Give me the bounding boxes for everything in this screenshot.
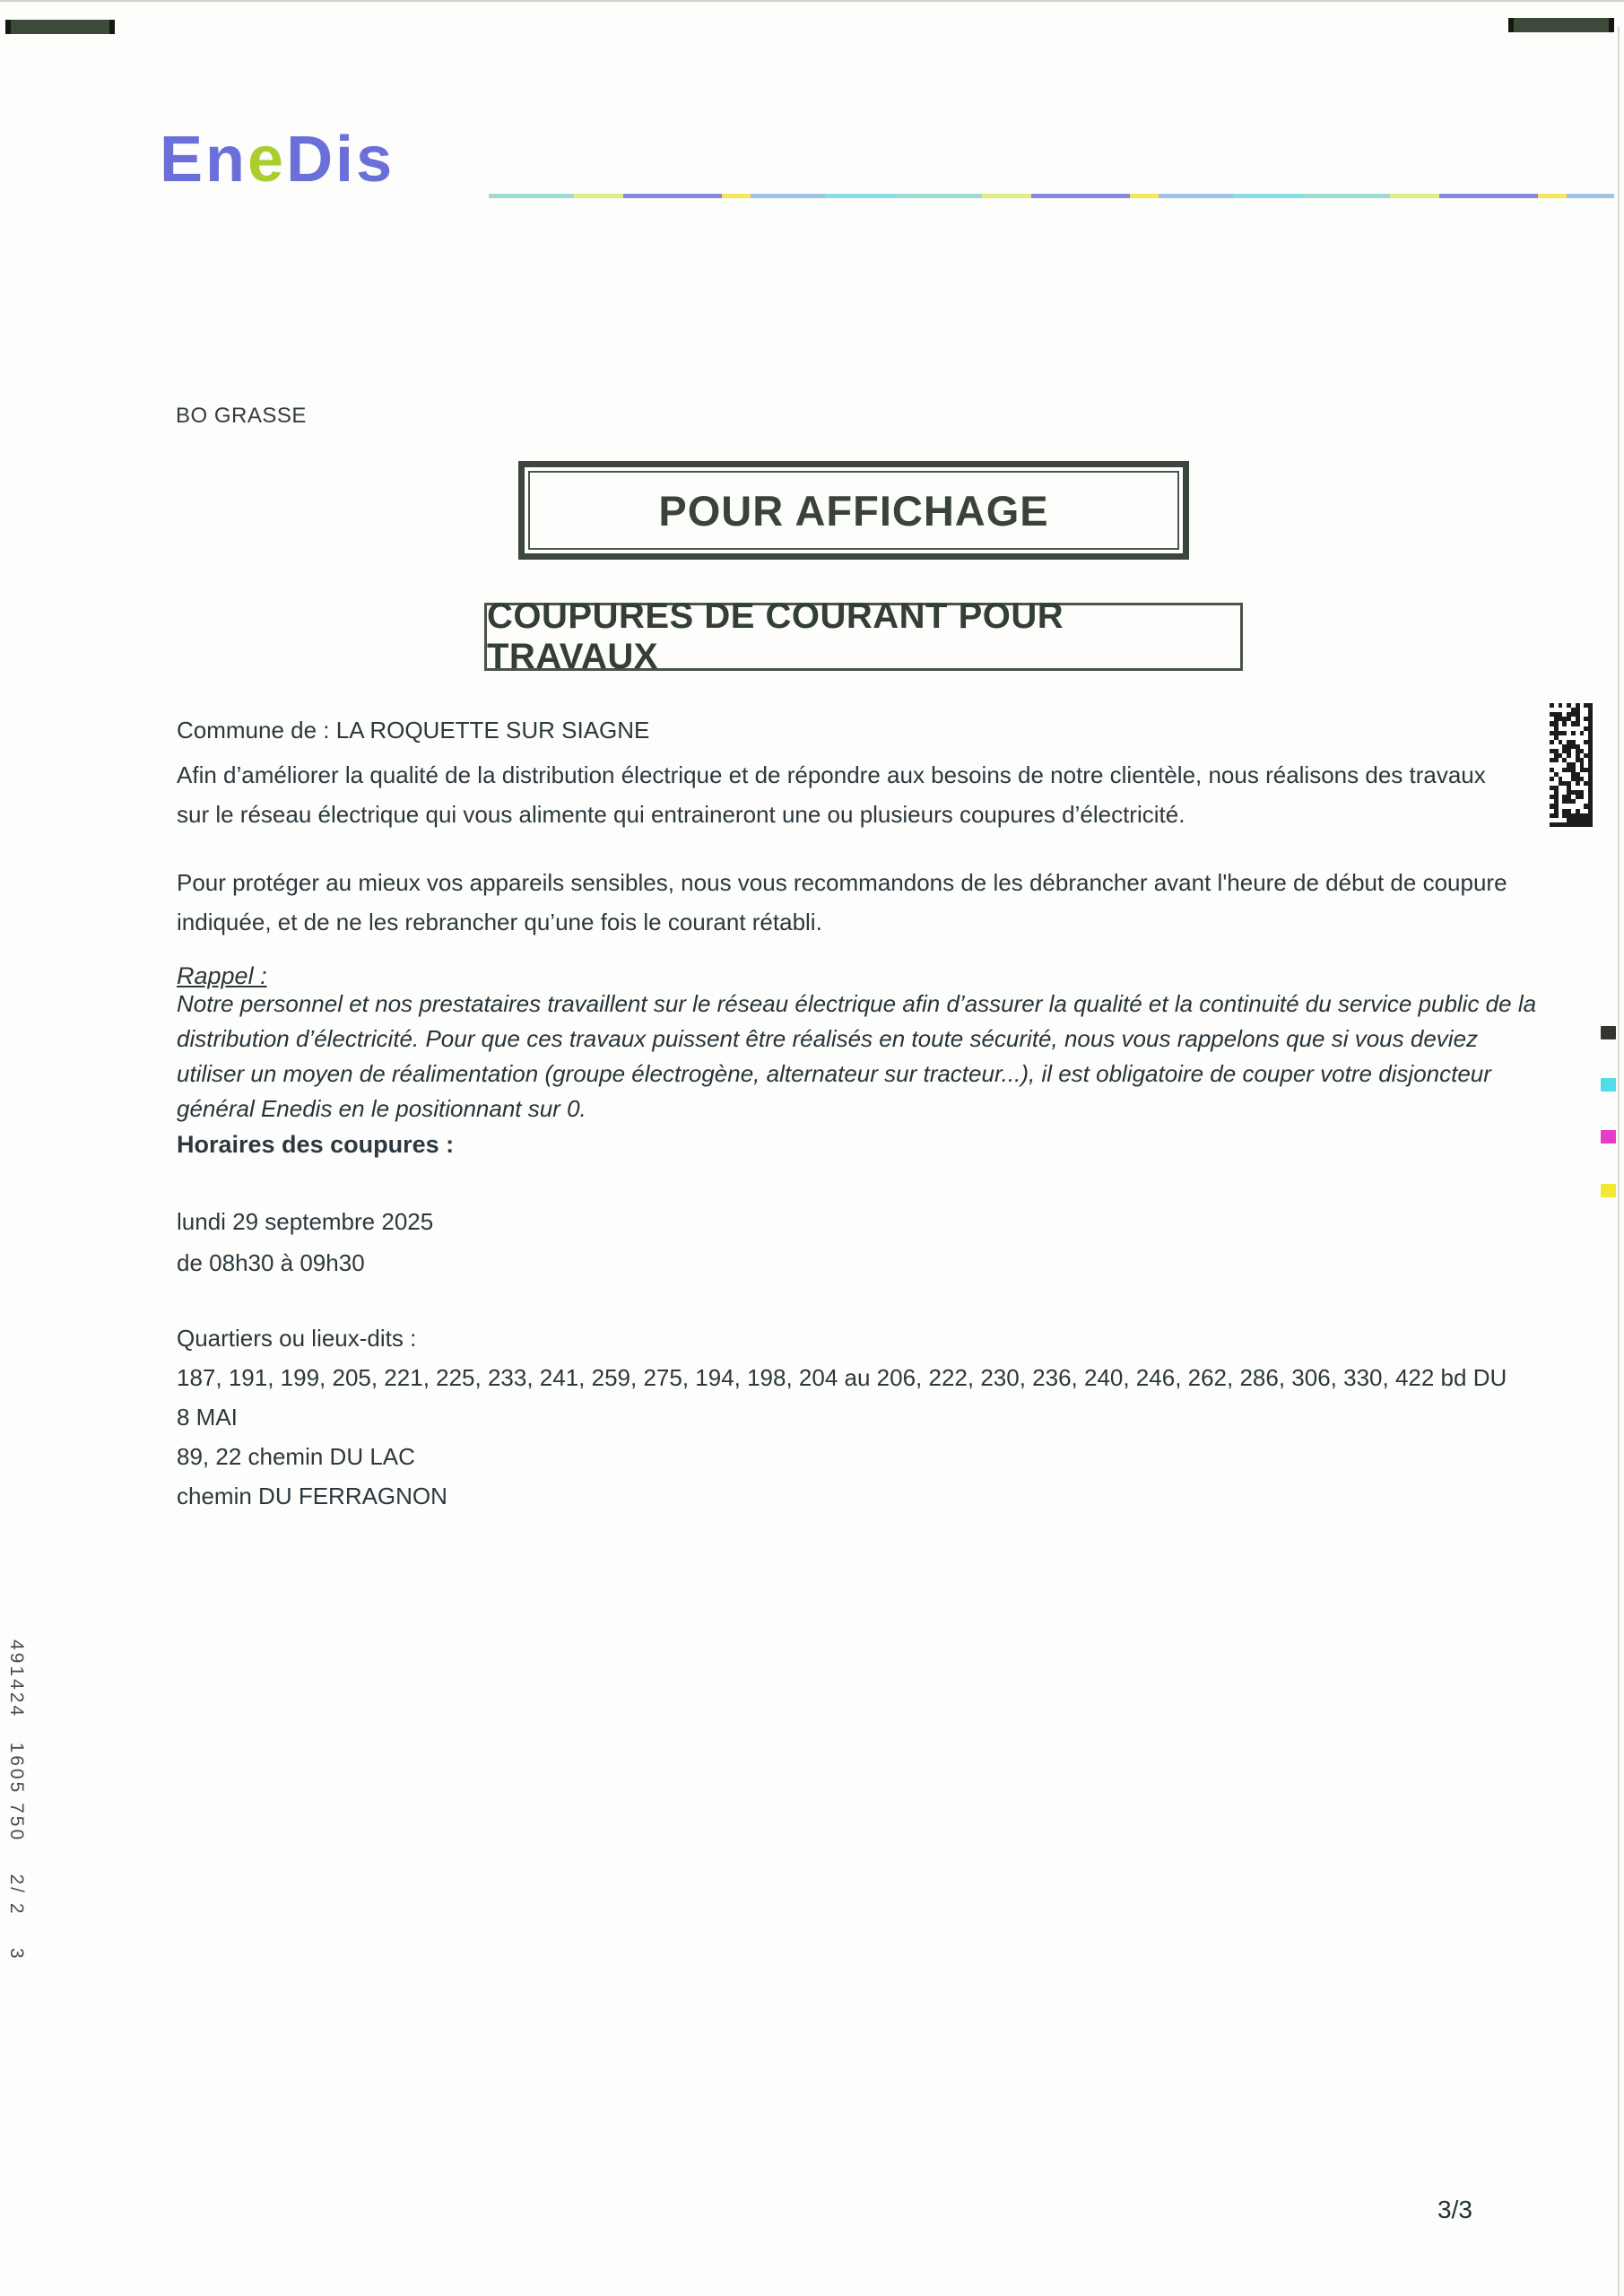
sidebar-print-code: 491424 1605 750 2/ 2 3: [6, 1639, 27, 1961]
address-line: chemin DU FERRAGNON: [177, 1483, 447, 1509]
banner-subtitle: COUPURES DE COURANT POUR TRAVAUX: [487, 596, 1064, 676]
logo-text-part2: e: [248, 124, 287, 196]
banner-coupures: [484, 596, 1243, 676]
outage-time: de 08h30 à 09h30: [177, 1249, 365, 1276]
rappel-text: Notre personnel et nos prestataires travaillent sur le réseau électrique afin d’assurer la qualité et la continuité du service public de la distribution d’électricité. Pour que ces travaux puissent être réalisés en toute sécurité, nous vous rappelons que si vous deviez utiliser un moyen de réalimentation (groupe électrogène, alternateur sur tracteur...), il est obligatoire de couper votre disjoncteur général Enedis en le positionnant sur 0.: [177, 990, 1537, 1122]
rappel-label: Rappel :: [177, 962, 267, 989]
logo-text-part3: Dis: [286, 124, 395, 196]
scan-edge-right: [1618, 27, 1620, 2296]
address-line: 187, 191, 199, 205, 221, 225, 233, 241, 259, 275, 194, 198, 204 au 206, 222, 230, 236, 240, 246, 262, 286, 306, 330, 422 bd DU 8 MAI: [177, 1364, 1507, 1431]
banner-pour-affichage: [518, 461, 1189, 560]
logo-decorative-dashed-line: [489, 194, 1614, 198]
quartiers-label: Quartiers ou lieux-dits :: [177, 1325, 417, 1352]
registration-mark-left: [5, 20, 115, 34]
print-mark-cyan: [1601, 1078, 1616, 1091]
enedis-logo: [160, 124, 395, 196]
address-line: 89, 22 chemin DU LAC: [177, 1443, 415, 1470]
paragraph-appareils: Pour protéger au mieux vos appareils sensibles, nous vous recommandons de les débrancher avant l'heure de début de coupure indiquée, et de ne les rebrancher qu’une fois le courant rétabli.: [177, 869, 1507, 935]
banner-title: POUR AFFICHAGE: [658, 486, 1049, 535]
print-mark-yellow: [1601, 1184, 1616, 1197]
commune-line: Commune de : LA ROQUETTE SUR SIAGNE: [177, 717, 650, 744]
print-mark-black: [1601, 1026, 1616, 1039]
registration-mark-right: [1508, 18, 1614, 32]
paragraph-travaux: Afin d’améliorer la qualité de la distribution électrique et de répondre aux besoins de notre clientèle, nous réalisons des travaux sur le réseau électrique qui vous alimente qui entraineront une ou plusieurs coupures d’électricité.: [177, 761, 1486, 828]
address-list: [177, 1358, 1517, 1516]
scan-edge-top: [0, 0, 1624, 2]
office-label: BO GRASSE: [176, 404, 307, 428]
logo-text-part1: En: [160, 124, 248, 196]
horaires-label: Horaires des coupures :: [177, 1131, 455, 1158]
datamatrix-barcode: [1550, 703, 1593, 827]
outage-date: lundi 29 septembre 2025: [177, 1208, 434, 1235]
page-number: 3/3: [1437, 2196, 1472, 2223]
print-mark-magenta: [1601, 1130, 1616, 1144]
